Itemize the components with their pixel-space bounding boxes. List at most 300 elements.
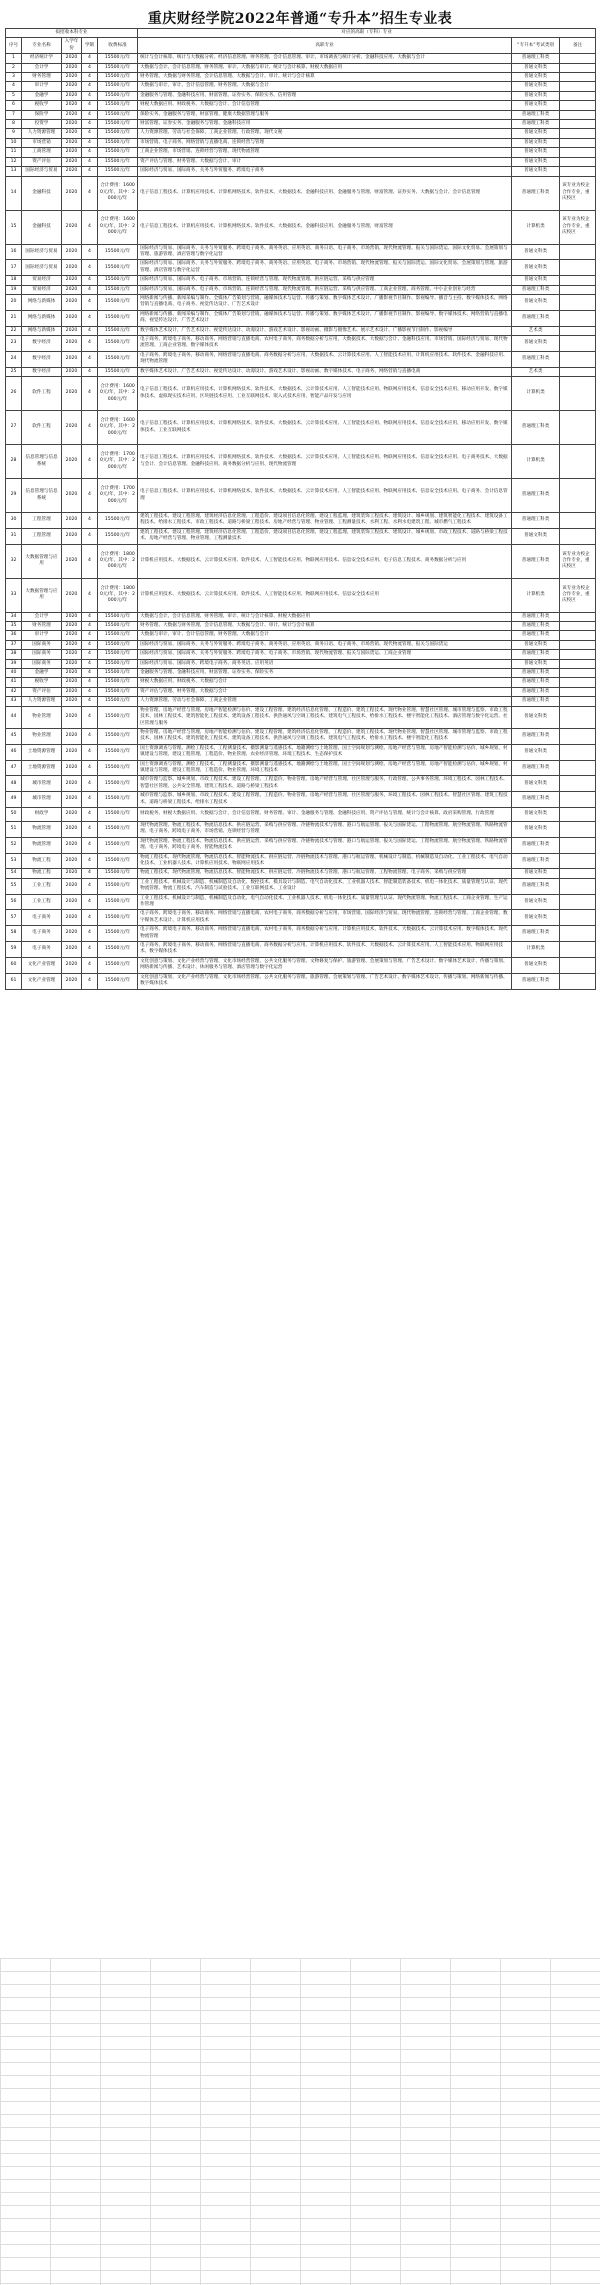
row-length: 4 (82, 942, 98, 958)
row-length: 4 (82, 792, 98, 808)
row-no: 23 (6, 335, 22, 351)
table-row (6, 612, 596, 621)
row-fee: 15500元/年 (98, 276, 138, 285)
row-year: 2020 (62, 973, 82, 989)
row-major-name: 投资学 (22, 120, 62, 129)
row-major-name: 工业工程 (22, 894, 62, 910)
row-no: 28 (6, 445, 22, 479)
row-length: 4 (82, 367, 98, 376)
row-category: 普通文科类 (512, 894, 560, 910)
row-year: 2020 (62, 73, 82, 82)
row-majors: 国际经济与贸易、国际商务、关务与外贸服务、跨境电子商务 (138, 167, 512, 176)
row-major-name: 工程管理 (22, 513, 62, 529)
row-majors: 财务管理、大数据与财务管理、会计信息管理、大数据与会计、审计、统计与会计核算 (138, 73, 512, 82)
row-category: 普通文科类 (512, 744, 560, 760)
table-row (6, 807, 596, 821)
table-row (6, 792, 596, 808)
row-majors: 数字媒体艺术设计、广告艺术设计、视觉传达设计、动漫设计、游戏艺术设计、影视动画、摄影与摄像艺术、展示艺术设计、广播影视节目制作、影视编导 (138, 326, 512, 335)
row-major-name: 物流工程 (22, 853, 62, 869)
row-category: 普通理工科类 (512, 878, 560, 894)
row-majors: 财政税务、财税大数据应用、大数据与会计、会计信息管理、财务管理、审计、金融服务与管理、金融科技应用、资产评估与管理、统计与会计核算、政府采购管理、行政管理 (138, 807, 512, 821)
row-majors: 市场营销、电子商务、网络营销与直播电商、连锁经营与管理 (138, 138, 512, 147)
row-majors: 计算机应用技术、大数据技术、云计算技术应用、软件技术、人工智能技术应用、物联网应用技术、信息安全技术应用 (138, 578, 512, 612)
row-length: 4 (82, 351, 98, 367)
row-length: 4 (82, 176, 98, 210)
row-length: 4 (82, 120, 98, 129)
row-length: 4 (82, 678, 98, 687)
row-length: 4 (82, 326, 98, 335)
row-major-name: 金融学 (22, 91, 62, 100)
row-note (560, 622, 596, 631)
row-year: 2020 (62, 528, 82, 544)
row-majors: 国土资源调查与管理、测绘工程技术、工程测量技术、摄影测量与遥感技术、地籍测绘与土地管理、国土空间规划与测绘、房地产经营与管理、房地产智能检测与估价、城乡规划、村镇建设与管理、建设工程管理、工程造价、物业管理、农业经济管理、环境工程技术、生态保护技术 (138, 744, 512, 760)
row-category: 计算机类 (512, 445, 560, 479)
row-note (560, 678, 596, 687)
row-category: 普通文科类 (512, 101, 560, 110)
row-majors: 国际经济与贸易、国际商务、关务与外贸服务、跨境电子商务、商务英语、应用英语、商务日语、电子商务、市场营销、现代物流管理、报关与国际货运、国际文化贸易、会展策划与管理、旅游管理、酒店管理与数字化运营 (138, 244, 512, 260)
row-category: 普通理工科类 (512, 669, 560, 678)
row-year: 2020 (62, 110, 82, 119)
row-length: 4 (82, 73, 98, 82)
row-length: 4 (82, 776, 98, 792)
row-fee: 15500元/年 (98, 335, 138, 351)
row-no: 47 (6, 760, 22, 776)
row-length: 4 (82, 837, 98, 853)
row-major-name: 财务管理 (22, 73, 62, 82)
row-length: 4 (82, 101, 98, 110)
row-year: 2020 (62, 54, 82, 63)
row-major-name: 软件工程 (22, 377, 62, 411)
row-year: 2020 (62, 942, 82, 958)
row-category: 普通文科类 (512, 244, 560, 260)
row-year: 2020 (62, 294, 82, 310)
row-major-name: 物业管理 (22, 728, 62, 744)
row-note (560, 73, 596, 82)
row-category: 普通文科类 (512, 129, 560, 138)
row-majors: 国际经济与贸易、国际商务、关务与外贸服务、跨境电子商务、商务英语、应用英语、商务日语、电子商务、市场营销、现代物流管理、报关与国际货运 (138, 640, 512, 649)
row-major-name: 国际经济与贸易 (22, 260, 62, 276)
row-no: 43 (6, 697, 22, 706)
row-no: 14 (6, 176, 22, 210)
row-no: 18 (6, 276, 22, 285)
row-length: 4 (82, 91, 98, 100)
row-length: 4 (82, 528, 98, 544)
row-majors: 国际经济与贸易、国际商务、关务与外贸服务、跨境电子商务、电子商务、市场营销、现代物流管理、报关与国际货运、工商企业管理 (138, 650, 512, 659)
row-year: 2020 (62, 957, 82, 973)
table-row (6, 479, 596, 513)
row-note (560, 513, 596, 529)
row-majors: 建筑工程技术、建设工程管理、建筑经济信息化管理、工程造价、建设项目信息化管理、建设工程监理、建筑装饰工程技术、建筑设计、城乡规划、建筑智能化工程技术、建筑设备工程技术、给排水工程技术、市政工程技术、道路与桥梁工程技术、房地产经营与管理、物业管理、工程测量技术、水利工程、水利水电建筑工程、城市燃气工程技术 (138, 513, 512, 529)
row-majors: 国际经济与贸易、国际商务、电子商务、市场营销、连锁经营与管理、现代物流管理、供应链运营、采购与供应管理 (138, 276, 512, 285)
row-year: 2020 (62, 669, 82, 678)
row-length: 4 (82, 544, 98, 578)
row-major-name: 财务管理 (22, 622, 62, 631)
row-major-name: 工业工程 (22, 878, 62, 894)
row-note (560, 445, 596, 479)
row-note (560, 244, 596, 260)
row-year: 2020 (62, 157, 82, 166)
header-majors: 高职专业 (138, 38, 512, 54)
row-major-name: 市场营销 (22, 138, 62, 147)
row-note (560, 926, 596, 942)
table-row (6, 294, 596, 310)
table-row (6, 650, 596, 659)
row-fee: 15500元/年 (98, 612, 138, 621)
row-year: 2020 (62, 631, 82, 640)
row-length: 4 (82, 622, 98, 631)
row-fee: 15500元/年 (98, 148, 138, 157)
row-no: 27 (6, 411, 22, 445)
row-major-name: 保险学 (22, 110, 62, 119)
row-note (560, 894, 596, 910)
row-length: 4 (82, 926, 98, 942)
row-year: 2020 (62, 687, 82, 696)
row-note (560, 821, 596, 837)
row-category: 普通理工科类 (512, 622, 560, 631)
row-year: 2020 (62, 335, 82, 351)
row-major-name: 金融学 (22, 669, 62, 678)
row-category: 普通文科类 (512, 528, 560, 544)
row-major-name: 数字经济 (22, 367, 62, 376)
row-length: 4 (82, 110, 98, 119)
row-year: 2020 (62, 513, 82, 529)
row-no: 30 (6, 513, 22, 529)
row-fee: 15500元/年 (98, 110, 138, 119)
row-year: 2020 (62, 926, 82, 942)
row-majors: 财税大数据应用、财政税务、大数据与会计 (138, 678, 512, 687)
table-row (6, 869, 596, 878)
row-fee: 合计费用：16000元/年，其中：2000元/年 (98, 377, 138, 411)
row-category: 计算机类 (512, 942, 560, 958)
table-group-header-row (6, 29, 596, 38)
row-majors: 网络新闻与传播、新闻采编与制作、全媒体广告策划与营销、融媒体技术与运营、传播与策划、数字媒体艺术设计、广播影视节目制作、影视编导、播音与主持、数字媒体技术、网络营销与直播电商、电子商务、视觉传达设计、广告艺术设计 (138, 294, 512, 310)
row-category: 普通文科类 (512, 91, 560, 100)
row-length: 4 (82, 659, 98, 668)
row-length: 4 (82, 650, 98, 659)
row-majors: 资产评估与管理、财务管理、大数据与会计、审计 (138, 157, 512, 166)
row-majors: 电子商务、跨境电子商务、移动商务、网络营销与直播电商、商务数据分析与应用、计算机应用技术、软件技术、大数据技术、云计算技术应用、人工智能技术应用、物联网应用技术、数字媒体技术 (138, 942, 512, 958)
row-fee: 合计费用：18000元/年，其中：2000元/年 (98, 544, 138, 578)
row-year: 2020 (62, 821, 82, 837)
row-fee: 15500元/年 (98, 91, 138, 100)
table-row (6, 760, 596, 776)
table-row (6, 528, 596, 544)
row-note (560, 853, 596, 869)
row-major-name: 资产评估 (22, 157, 62, 166)
table-row (6, 942, 596, 958)
row-length: 4 (82, 760, 98, 776)
row-length: 4 (82, 910, 98, 926)
row-category: 艺术类 (512, 326, 560, 335)
table-row (6, 138, 596, 147)
row-no: 7 (6, 110, 22, 119)
row-year: 2020 (62, 377, 82, 411)
table-row (6, 973, 596, 989)
row-no: 9 (6, 129, 22, 138)
row-majors: 物流工程技术、现代物流管理、物流信息技术、智能物流技术、供应链运营、冷链物流技术与管理、港口与航运管理、工程物流管理、电子商务、采购与供应管理 (138, 869, 512, 878)
row-note (560, 367, 596, 376)
table-row (6, 706, 596, 728)
row-majors: 电子商务、跨境电子商务、移动商务、网络营销与直播电商、商务数据分析与应用、大数据技术、云计算技术应用、人工智能技术应用、计算机应用技术、软件技术、金融科技应用、现代物流管理 (138, 351, 512, 367)
row-year: 2020 (62, 285, 82, 294)
row-category: 普通文科类 (512, 869, 560, 878)
row-no: 25 (6, 367, 22, 376)
row-major-name: 信息管理与信息系统 (22, 445, 62, 479)
table-row (6, 54, 596, 63)
empty-sheet-grid (0, 1958, 600, 2285)
table-row (6, 411, 596, 445)
row-year: 2020 (62, 544, 82, 578)
row-length: 4 (82, 578, 98, 612)
row-fee: 15500元/年 (98, 926, 138, 942)
row-fee: 15500元/年 (98, 120, 138, 129)
row-year: 2020 (62, 167, 82, 176)
row-fee: 15500元/年 (98, 157, 138, 166)
row-fee: 15500元/年 (98, 63, 138, 72)
row-fee: 15500元/年 (98, 687, 138, 696)
table-row (6, 377, 596, 411)
table-row (6, 176, 596, 210)
table-row (6, 244, 596, 260)
row-majors: 电子信息工程技术、计算机应用技术、计算机网络技术、软件技术、大数据技术、金融科技应用、金融服务与管理、财富管理 (138, 210, 512, 244)
row-length: 4 (82, 63, 98, 72)
major-table (5, 28, 596, 990)
row-no: 44 (6, 706, 22, 728)
row-majors: 大数据与会计、会计信息管理、财务管理、审计、统计与会计核算、财税大数据应用 (138, 612, 512, 621)
header-length: 学制 (82, 38, 98, 54)
row-category: 普通文科类 (512, 294, 560, 310)
row-length: 4 (82, 82, 98, 91)
row-note (560, 760, 596, 776)
row-no: 34 (6, 612, 22, 621)
row-no: 4 (6, 82, 22, 91)
row-note (560, 479, 596, 513)
row-fee: 15500元/年 (98, 367, 138, 376)
row-note (560, 276, 596, 285)
row-no: 20 (6, 294, 22, 310)
row-no: 48 (6, 776, 22, 792)
table-row (6, 110, 596, 119)
table-row (6, 367, 596, 376)
row-category: 普通理工科类 (512, 728, 560, 744)
row-year: 2020 (62, 120, 82, 129)
row-length: 4 (82, 513, 98, 529)
table-row (6, 776, 596, 792)
table-header-row (6, 38, 596, 54)
row-majors: 物业管理、房地产经营与管理、房地产智能检测与估价、建设工程管理、建筑经济信息化管理、工程造价、建筑工程技术、现代物业管理、智慧社区管理、城市管理与监察、市政工程技术、园林工程技术、建筑智能化工程技术、建筑设备工程技术、供热通风与空调工程技术、建筑电气工程技术、给排水工程技术、楼宇智能化工程技术、酒店管理与数字化运营、社区管理与服务 (138, 706, 512, 728)
row-no: 5 (6, 91, 22, 100)
row-category: 计算机类 (512, 377, 560, 411)
row-length: 4 (82, 706, 98, 728)
group-header-mid: 对应的高职（专科）专业 (138, 29, 596, 38)
row-majors: 国土资源调查与管理、测绘工程技术、工程测量技术、摄影测量与遥感技术、地籍测绘与土地管理、国土空间规划与测绘、房地产经营与管理、房地产智能检测与估价、城乡规划、村镇建设与管理、建设工程管理、工程造价、物业管理、环境工程技术 (138, 760, 512, 776)
row-year: 2020 (62, 659, 82, 668)
row-category: 普通理工科类 (512, 310, 560, 326)
row-length: 4 (82, 957, 98, 973)
row-majors: 工商企业管理、市场营销、连锁经营与管理、现代物流管理 (138, 148, 512, 157)
row-fee: 15500元/年 (98, 631, 138, 640)
row-fee: 15500元/年 (98, 129, 138, 138)
row-no: 60 (6, 957, 22, 973)
row-note (560, 631, 596, 640)
row-note (560, 728, 596, 744)
row-no: 50 (6, 807, 22, 821)
row-note (560, 659, 596, 668)
row-category: 普通文科类 (512, 640, 560, 649)
row-length: 4 (82, 335, 98, 351)
row-note (560, 138, 596, 147)
row-no: 42 (6, 687, 22, 696)
table-row (6, 659, 596, 668)
row-length: 4 (82, 821, 98, 837)
row-note (560, 91, 596, 100)
table-row (6, 687, 596, 696)
row-majors: 金融服务与管理、金融科技应用、财富管理、证券实务、保险实务 (138, 669, 512, 678)
table-row (6, 957, 596, 973)
group-header-left: 拟招收本科专业 (6, 29, 138, 38)
row-length: 4 (82, 129, 98, 138)
table-row (6, 894, 596, 910)
table-row (6, 744, 596, 760)
row-category: 普通理工科类 (512, 513, 560, 529)
row-category: 普通文科类 (512, 157, 560, 166)
row-length: 4 (82, 853, 98, 869)
row-note (560, 335, 596, 351)
row-fee: 15500元/年 (98, 706, 138, 728)
row-major-name: 人力资源管理 (22, 697, 62, 706)
row-majors: 电子信息工程技术、计算机应用技术、计算机网络技术、软件技术、大数据技术、金融科技应用、金融服务与管理、财富管理、证券实务、大数据与会计、会计信息管理 (138, 176, 512, 210)
row-category: 普通理工科类 (512, 631, 560, 640)
row-note (560, 63, 596, 72)
row-major-name: 国际商务 (22, 650, 62, 659)
row-majors: 城市管理与监察、城乡规划、市政工程技术、建设工程管理、工程造价、物业管理、房地产经营与管理、社区管理与服务、环境工程技术、园林工程技术、智慧社区管理、建筑工程技术、道路与桥梁工程技术、给排水工程技术 (138, 792, 512, 808)
table-row (6, 640, 596, 649)
row-length: 4 (82, 310, 98, 326)
row-year: 2020 (62, 776, 82, 792)
row-note (560, 157, 596, 166)
row-no: 56 (6, 894, 22, 910)
row-fee: 15500元/年 (98, 528, 138, 544)
row-year: 2020 (62, 853, 82, 869)
row-no: 3 (6, 73, 22, 82)
row-category: 普通理工科类 (512, 687, 560, 696)
row-length: 4 (82, 276, 98, 285)
row-note: 该专业为校企合作专业，重庆校区 (560, 578, 596, 612)
table-row (6, 678, 596, 687)
row-note (560, 285, 596, 294)
row-category: 普通文科类 (512, 82, 560, 91)
row-year: 2020 (62, 129, 82, 138)
row-majors: 计算机应用技术、大数据技术、云计算技术应用、软件技术、人工智能技术应用、物联网应用技术、信息安全技术应用、电子信息工程技术、商务数据分析与应用 (138, 544, 512, 578)
row-length: 4 (82, 728, 98, 744)
table-row (6, 544, 596, 578)
row-majors: 网络新闻与传播、新闻采编与制作、全媒体广告策划与营销、融媒体技术与运营、传播与策划、数字媒体艺术设计、广播影视节目制作、影视编导、数字媒体技术、网络营销与直播电商、视觉传达设计、广告艺术设计 (138, 310, 512, 326)
row-note (560, 148, 596, 157)
row-length: 4 (82, 377, 98, 411)
row-majors: 财富管理、证券实务、金融服务与管理、金融科技应用 (138, 120, 512, 129)
row-major-name: 土地资源管理 (22, 760, 62, 776)
row-no: 41 (6, 678, 22, 687)
row-no: 19 (6, 285, 22, 294)
row-year: 2020 (62, 148, 82, 157)
table-row (6, 167, 596, 176)
row-fee: 15500元/年 (98, 942, 138, 958)
table-row (6, 148, 596, 157)
row-major-name: 城市管理 (22, 792, 62, 808)
row-fee: 合计费用：16000元/年，其中：2000元/年 (98, 411, 138, 445)
row-category: 普通文科类 (512, 138, 560, 147)
row-category: 普通文科类 (512, 706, 560, 728)
row-major-name: 信息管理与信息系统 (22, 479, 62, 513)
row-majors: 国际经济与贸易、国际商务、电子商务、市场营销、连锁经营与管理、现代物流管理、供应链运营、采购与供应管理、工商企业管理、商务管理、中小企业创业与经营 (138, 285, 512, 294)
row-length: 4 (82, 640, 98, 649)
table-row (6, 210, 596, 244)
row-fee: 15500元/年 (98, 678, 138, 687)
row-note (560, 706, 596, 728)
row-fee: 15500元/年 (98, 285, 138, 294)
row-year: 2020 (62, 728, 82, 744)
row-year: 2020 (62, 276, 82, 285)
row-fee: 15500元/年 (98, 821, 138, 837)
row-major-name: 工程管理 (22, 528, 62, 544)
table-row (6, 926, 596, 942)
row-year: 2020 (62, 91, 82, 100)
row-category: 普通文科类 (512, 148, 560, 157)
row-year: 2020 (62, 101, 82, 110)
row-majors: 财务管理、大数据与财务管理、会计信息管理、大数据与会计、审计、统计与会计核算 (138, 622, 512, 631)
row-year: 2020 (62, 82, 82, 91)
row-majors: 国际经济与贸易、国际商务、跨境电子商务、商务英语、应用英语 (138, 659, 512, 668)
header-category: “专升本”考试类别 (512, 38, 560, 54)
row-major-name: 国际商务 (22, 640, 62, 649)
table-row (6, 728, 596, 744)
row-category: 普通理工科类 (512, 973, 560, 989)
table-row (6, 578, 596, 612)
table-row (6, 878, 596, 894)
row-category: 普通理工科类 (512, 544, 560, 578)
row-majors: 电子信息工程技术、计算机应用技术、计算机网络技术、软件技术、大数据技术、云计算技术应用、人工智能技术应用、物联网应用技术、信息安全技术应用、电子商务、会计信息管理 (138, 479, 512, 513)
row-note (560, 669, 596, 678)
table-row (6, 853, 596, 869)
row-year: 2020 (62, 260, 82, 276)
row-no: 37 (6, 640, 22, 649)
row-majors: 大数据与审计、审计、会计信息管理、财务管理、大数据与会计 (138, 631, 512, 640)
row-length: 4 (82, 612, 98, 621)
row-major-name: 税收学 (22, 678, 62, 687)
table-row (6, 821, 596, 837)
row-fee: 合计费用：17000元/年，其中：2000元/年 (98, 445, 138, 479)
row-fee: 15500元/年 (98, 326, 138, 335)
row-no: 32 (6, 544, 22, 578)
row-note (560, 776, 596, 792)
row-no: 61 (6, 973, 22, 989)
row-majors: 工业工程技术、机械设计与制造、机械制造及自动化、数控技术、模具设计与制造、电气自动化技术、工业机器人技术、智能制造装备技术、机电一体化技术、质量管理与认证、现代物流管理、物流工程技术、汽车制造与试验技术、工业互联网技术、工业设计 (138, 878, 512, 894)
header-year: 入学年份 (62, 38, 82, 54)
row-category: 普通理工科类 (512, 285, 560, 294)
row-category: 普通文科类 (512, 776, 560, 792)
row-note (560, 260, 596, 276)
row-no: 38 (6, 650, 22, 659)
row-no: 57 (6, 910, 22, 926)
row-major-name: 贸易经济 (22, 285, 62, 294)
row-fee: 15500元/年 (98, 101, 138, 110)
row-majors: 城市管理与监察、城乡规划、市政工程技术、建设工程管理、工程造价、物业管理、房地产经营与管理、社区管理与服务、行政管理、公共事务管理、环境工程技术、园林工程技术、智慧社区管理、公共安全管理、建筑工程技术、道路与桥梁工程技术 (138, 776, 512, 792)
row-majors: 统计与会计核算、统计与大数据分析、经济信息管理、财务管理、会计信息管理、审计、市场调查与统计分析、金融科技应用、大数据与会计 (138, 54, 512, 63)
row-category: 普通文科类 (512, 957, 560, 973)
row-fee: 15500元/年 (98, 744, 138, 760)
row-major-name: 工商管理 (22, 148, 62, 157)
row-year: 2020 (62, 612, 82, 621)
